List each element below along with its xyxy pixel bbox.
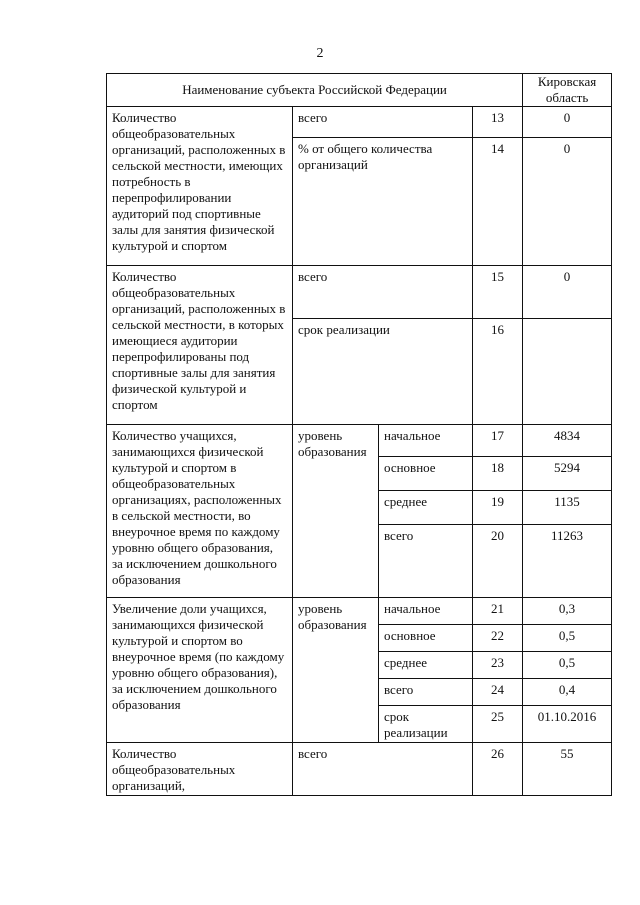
- row-code: 25: [473, 706, 523, 743]
- indicator-cell: Количество учащихся, занимающихся физической культурой и спортом в общеобразовательных организациях, расположенных в сельской местности, во внеурочное время по каждому уровню общего образования, за исключением дошкольного образования: [107, 425, 293, 598]
- table-row: [107, 425, 612, 457]
- row-value: 4834: [523, 425, 612, 457]
- row-value: 5294: [523, 457, 612, 491]
- row-code: 26: [473, 743, 523, 796]
- row-code: 13: [473, 107, 523, 138]
- row-value: 0: [523, 266, 612, 319]
- table-row: [107, 266, 612, 319]
- row-code: 18: [473, 457, 523, 491]
- row-code: 24: [473, 679, 523, 706]
- row-label: всего: [379, 525, 473, 598]
- row-label: начальное: [379, 598, 473, 625]
- subject-label-cell: Наименование субъекта Российской Федерации: [107, 74, 523, 107]
- row-value: 55: [523, 743, 612, 796]
- row-value: 01.10.2016: [523, 706, 612, 743]
- row-code: 21: [473, 598, 523, 625]
- row-value: 0,4: [523, 679, 612, 706]
- row-label: основное: [379, 457, 473, 491]
- row-code: 15: [473, 266, 523, 319]
- indicator-cell: Количество общеобразовательных организаций, расположенных в сельской местности, имеющих потребность в перепрофилировании аудиторий под спортивные залы для занятия физической культурой и спортом: [107, 107, 293, 266]
- row-code: 17: [473, 425, 523, 457]
- row-code: 16: [473, 319, 523, 425]
- row-value: [523, 319, 612, 425]
- row-label: среднее: [379, 491, 473, 525]
- row-label: основное: [379, 625, 473, 652]
- row-code: 14: [473, 138, 523, 266]
- row-code: 20: [473, 525, 523, 598]
- row-value: 0,5: [523, 625, 612, 652]
- indicator-table: [106, 73, 612, 796]
- row-label: всего: [293, 743, 473, 796]
- row-label: начальное: [379, 425, 473, 457]
- row-value: 0: [523, 107, 612, 138]
- group-label: уровень образования: [293, 425, 379, 598]
- row-label: срок реализации: [379, 706, 473, 743]
- row-label: среднее: [379, 652, 473, 679]
- row-value: 0,5: [523, 652, 612, 679]
- indicator-cell: Количество общеобразовательных организаций, расположенных в сельской местности, в которых имеющиеся аудитории перепрофилированы под спортивные залы для занятия физической культурой и спортом: [107, 266, 293, 425]
- indicator-cell: Увеличение доли учащихся, занимающихся физической культурой и спортом во внеурочное время (по каждому уровню общего образования), за исключением дошкольного образования: [107, 598, 293, 743]
- row-value: 1135: [523, 491, 612, 525]
- row-label: % от общего количества организаций: [293, 138, 473, 266]
- table-row: [107, 743, 612, 796]
- row-code: 23: [473, 652, 523, 679]
- region-cell: Кировская область: [523, 74, 612, 107]
- row-code: 22: [473, 625, 523, 652]
- page-number: 2: [316, 46, 324, 61]
- table-row: [107, 598, 612, 625]
- table-header-row: [107, 74, 612, 107]
- table-row: [107, 107, 612, 138]
- row-label: всего: [379, 679, 473, 706]
- indicator-cell: Количество общеобразовательных организаций,: [107, 743, 293, 796]
- row-code: 19: [473, 491, 523, 525]
- row-label: всего: [293, 107, 473, 138]
- row-value: 0,3: [523, 598, 612, 625]
- row-label: срок реализации: [293, 319, 473, 425]
- row-value: 11263: [523, 525, 612, 598]
- group-label: уровень образования: [293, 598, 379, 743]
- row-value: 0: [523, 138, 612, 266]
- row-label: всего: [293, 266, 473, 319]
